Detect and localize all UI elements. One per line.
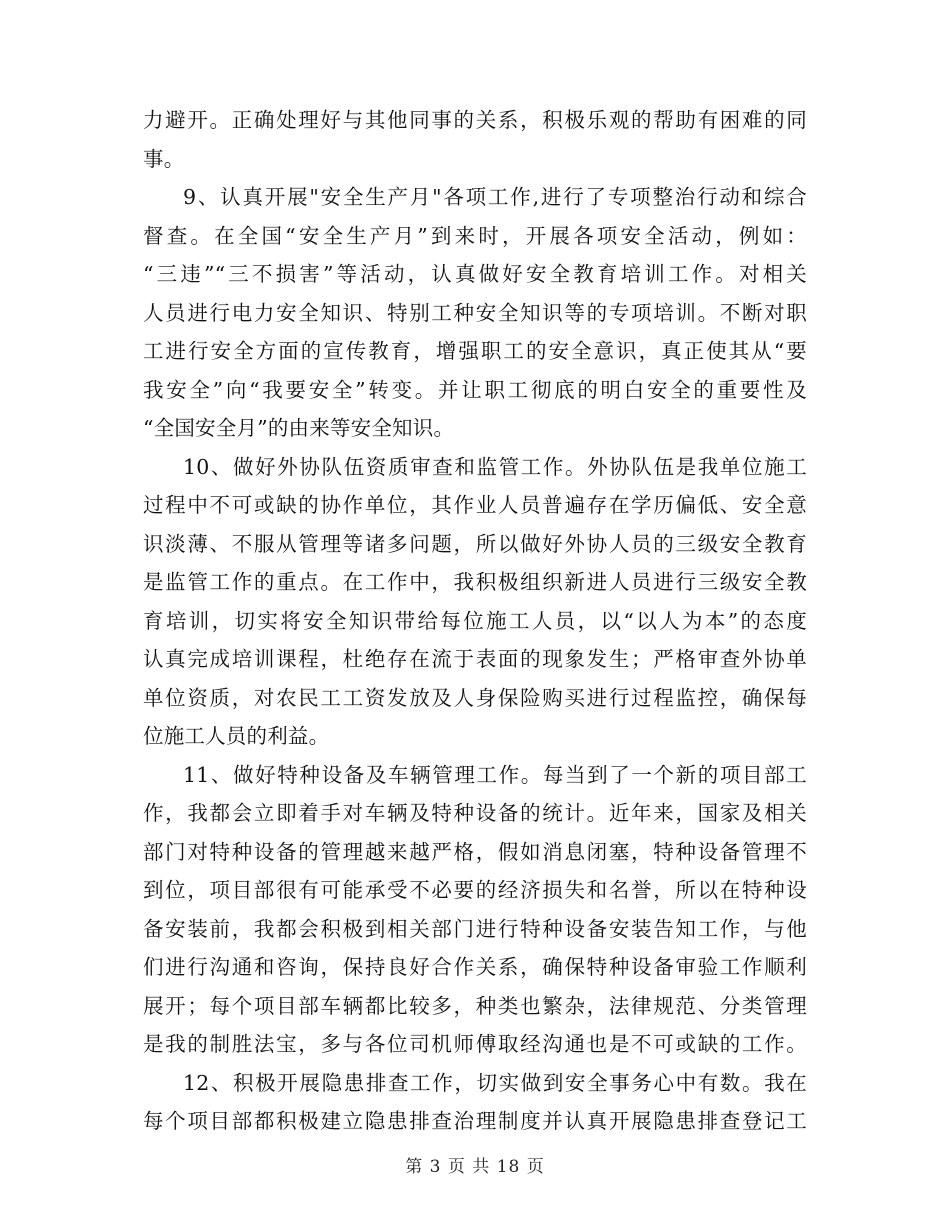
paragraph-item-11 (143, 756, 807, 1064)
text-line: 我安全”向“我要安全”转变。并让职工彻底的明白安全的重要性及 (143, 377, 807, 402)
text-line: 单位资质，对农民工工资发放及人身保险购买进行过程监控，确保每 (143, 685, 807, 710)
text-line: 们进行沟通和咨询，保持良好合作关系，确保特种设备审验工作顺利 (143, 955, 807, 979)
text-line: 认真完成培训课程，杜绝存在流于表面的现象发生；严格审查外协单 (143, 647, 807, 671)
paragraph-item-10 (143, 448, 807, 756)
text-line: 是我的制胜法宝，多与各位司机师傅取经沟通也是不可或缺的工作。 (143, 1032, 807, 1056)
text-line: “全国安全月”的由来等安全知识。 (143, 416, 455, 440)
text-line: “三违”“三不损害”等活动，认真做好安全教育培训工作。对相关 (143, 262, 807, 286)
text-line: 人员进行电力安全知识、特别工种安全知识等的专项培训。不断对职 (143, 300, 807, 325)
paragraph-item-12 (143, 1064, 807, 1141)
text-line: 每个项目部都积极建立隐患排查治理制度并认真开展隐患排查登记工 (143, 1109, 807, 1133)
text-line: 位施工人员的利益。 (143, 724, 330, 748)
text-line: 识淡薄、不服从管理等诸多问题，所以做好外协人员的三级安全教育 (143, 531, 807, 556)
paragraph-item-9 (143, 178, 807, 448)
text-line: 备安装前，我都会积极到相关部门进行特种设备安装告知工作，与他 (143, 916, 807, 941)
document-body (143, 101, 807, 1141)
text-line: 工进行安全方面的宣传教育，增强职工的安全意识，真正使其从“要 (143, 339, 807, 363)
text-line: 作，我都会立即着手对车辆及特种设备的统计。近年来，国家及相关 (143, 801, 807, 825)
text-line: 事。 (143, 146, 185, 171)
page-number-footer: 第 3 页 共 18 页 (405, 1157, 545, 1177)
text-line: 力避开。正确处理好与其他同事的关系，积极乐观的帮助有困难的同 (143, 108, 807, 132)
text-line: 11、做好特种设备及车辆管理工作。每当到了一个新的项目部工 (183, 762, 807, 787)
text-line: 10、做好外协队伍资质审查和监管工作。外协队伍是我单位施工 (183, 454, 807, 479)
text-line: 是监管工作的重点。在工作中，我积极组织新进人员进行三级安全教 (143, 570, 807, 594)
text-line: 到位，项目部很有可能承受不必要的经济损失和名誉，所以在特种设 (143, 878, 807, 902)
text-line: 展开；每个项目部车辆都比较多，种类也繁杂，法律规范、分类管理 (143, 993, 807, 1018)
paragraph-continuation (143, 101, 807, 178)
text-line: 督查。在全国“安全生产月”到来时，开展各项安全活动，例如： (143, 223, 807, 248)
text-line: 9、认真开展"安全生产月"各项工作,进行了专项整治行动和综合 (183, 185, 807, 209)
text-line: 育培训，切实将安全知识带给每位施工人员，以“以人为本”的态度 (143, 608, 807, 633)
text-line: 过程中不可或缺的协作单位，其作业人员普遍存在学历偏低、安全意 (143, 493, 807, 517)
text-line: 12、积极开展隐患排查工作，切实做到安全事务心中有数。我在 (183, 1070, 807, 1095)
text-line: 部门对特种设备的管理越来越严格，假如消息闭塞，特种设备管理不 (143, 839, 807, 864)
